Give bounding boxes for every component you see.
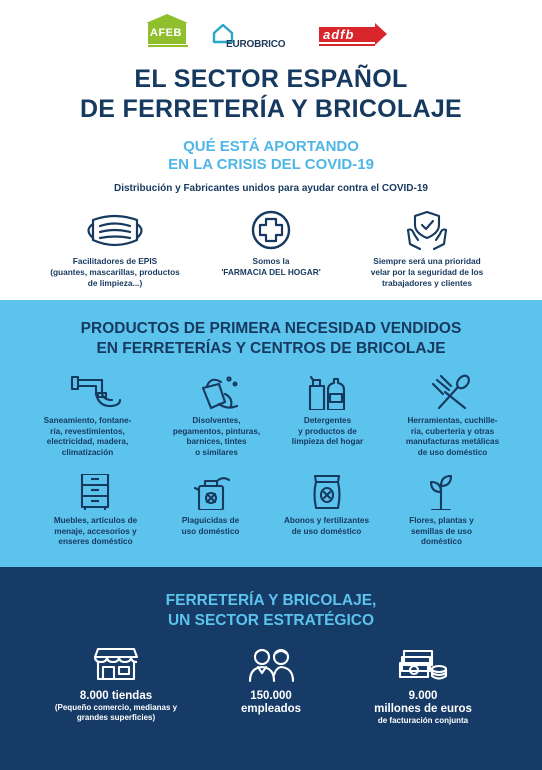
stat-facturacion-value: 9.000 millones de euros <box>374 690 472 715</box>
page-subtitle-line1: QUÉ ESTÁ APORTANDO <box>183 138 359 155</box>
stat-facturacion <box>338 645 508 726</box>
eurobrico-prefix: EURO <box>226 39 255 50</box>
page-subtitle-line2: EN LA CRISIS DEL COVID-19 <box>168 156 374 173</box>
product-abonos-text: Abonos y fertilizantes de uso doméstico <box>283 516 370 536</box>
feature-farmacia <box>186 210 356 278</box>
products-section <box>0 300 542 567</box>
feature-seguridad <box>342 210 512 289</box>
stat-facturacion-detail: de facturación conjunta <box>377 716 469 725</box>
strategic-title <box>0 591 542 631</box>
storefront-icon <box>31 645 201 683</box>
product-herramientas <box>385 374 520 458</box>
adfb-logo <box>317 20 389 54</box>
strategic-title-line1: FERRETERÍA Y BRICOLAJE, <box>165 592 377 609</box>
product-flores-text: Flores, plantas y semillas de uso doméstico <box>409 516 474 546</box>
afeb-logo-text: AFEB <box>150 27 182 39</box>
adfb-logo-text: adfb <box>323 27 355 42</box>
strategic-title-line2: UN SECTOR ESTRATÉGICO <box>167 612 375 629</box>
product-saneamiento-text: Saneamiento, fontane- ría, revestimientos, electricidad, madera, climatización <box>43 416 132 457</box>
product-saneamiento <box>20 374 155 458</box>
product-flores <box>374 474 509 548</box>
stat-empleados-value: 150.000 empleados <box>240 690 302 715</box>
feature-seguridad-text: Siempre será una prioridad velar por la seguridad de los trabajadores y clientes <box>370 256 484 288</box>
strategic-section <box>0 567 542 770</box>
afeb-logo <box>146 20 188 54</box>
protected-hands-icon <box>342 210 512 250</box>
product-disolventes-text: Disolventes, pegamentos, pinturas, barnices, tintes o similares <box>172 416 261 457</box>
page-title-line1: EL SECTOR ESPAÑOL <box>134 65 408 93</box>
cutlery-icon <box>385 374 520 410</box>
mask-icon <box>30 210 200 250</box>
page-title-line2: DE FERRETERÍA Y BRICOLAJE <box>79 95 463 123</box>
logos-row <box>0 20 542 54</box>
top-section <box>0 0 542 300</box>
products-title <box>0 319 542 359</box>
feature-farmacia-text: Somos la 'FARMACIA DEL HOGAR' <box>221 256 321 277</box>
products-title-line2: EN FERRETERÍAS Y CENTROS DE BRICOLAJE <box>96 340 446 357</box>
plant-sprout-icon <box>374 474 509 510</box>
plumbing-icon <box>20 374 155 410</box>
money-icon <box>338 645 508 683</box>
product-muebles-text: Muebles, artículos de menaje, accesorios y enseres doméstico <box>53 516 138 546</box>
stat-tiendas-value: 8.000 tiendas <box>79 690 153 702</box>
product-plaguicidas <box>143 474 278 537</box>
employees-icon <box>186 645 356 683</box>
page-title <box>0 64 542 124</box>
page-subtitle <box>0 138 542 174</box>
feature-epis-text: Facilitadores de EPIS (guantes, mascarillas, productos de limpieza...) <box>50 256 180 288</box>
product-detergentes-text: Detergentes y productos de limpieza del hogar <box>291 416 364 446</box>
detergent-icon <box>260 374 395 410</box>
pharmacy-cross-icon <box>186 210 356 250</box>
eurobrico-logo <box>212 20 302 54</box>
product-detergentes <box>260 374 395 448</box>
tagline: Distribución y Fabricantes unidos para ayudar contra el COVID-19 <box>114 183 428 194</box>
product-plaguicidas-text: Plaguicidas de uso doméstico <box>181 516 240 536</box>
products-title-line1: PRODUCTOS DE PRIMERA NECESIDAD VENDIDOS <box>80 320 462 337</box>
pesticide-sprayer-icon <box>143 474 278 510</box>
stat-tiendas-detail: (Pequeño comercio, medianas y grandes superficies) <box>54 703 178 722</box>
product-herramientas-text: Herramientas, cuchille- ría, cubertería y otras manufacturas metálicas de uso doméstico <box>405 416 500 457</box>
stat-tiendas <box>31 645 201 723</box>
eurobrico-suffix: BRICO <box>254 39 286 50</box>
feature-epis <box>30 210 200 289</box>
stat-empleados <box>186 645 356 716</box>
